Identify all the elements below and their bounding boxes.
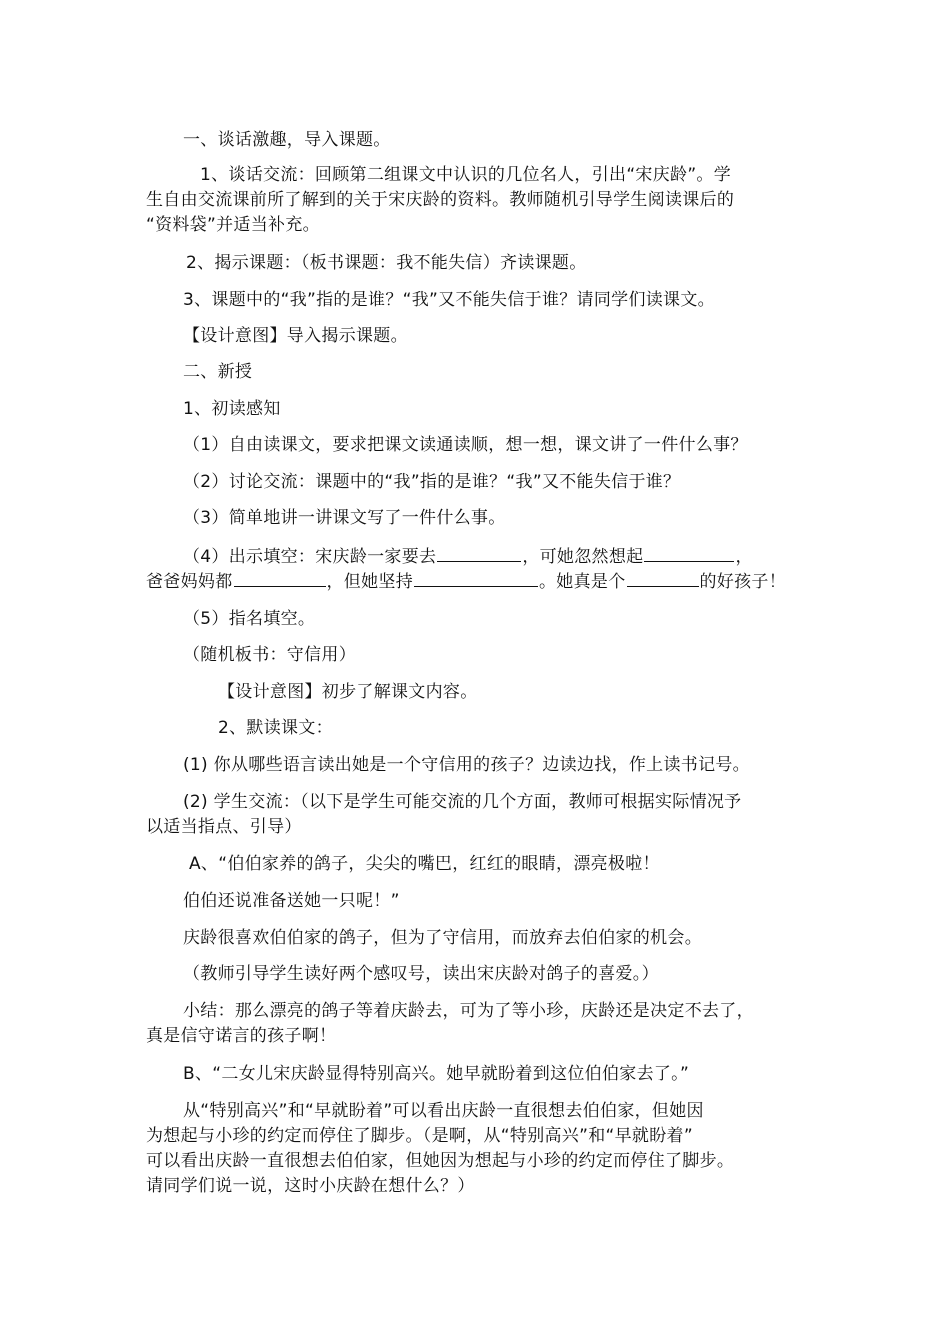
fill-blank <box>234 569 326 587</box>
list-item: （5）指名填空。 <box>183 609 316 629</box>
paragraph-line: （随机板书：守信用） <box>183 645 356 665</box>
fill-in-line-2 <box>146 569 786 594</box>
fill-text: ， <box>735 547 753 567</box>
design-intent-note: 【设计意图】初步了解课文内容。 <box>218 682 478 702</box>
list-item: （1）自由读课文，要求把课文读通读顺，想一想，课文讲了一件什么事？ <box>183 435 748 455</box>
fill-text: ，可她忽然想起 <box>522 547 644 567</box>
paragraph-line: 2、揭示课题：（板书课题：我不能失信）齐读课题。 <box>186 253 587 273</box>
subheading: 1、初读感知 <box>183 399 281 419</box>
summary-line: 小结：那么漂亮的鸽子等着庆龄去，可为了等小珍，庆龄还是决定不去了， <box>183 1001 754 1021</box>
list-item: (2) 学生交流：（以下是学生可能交流的几个方面，教师可根据实际情况予 <box>183 792 742 812</box>
paragraph-line: 为想起与小珍的约定而停住了脚步。（是啊，从“特别高兴”和“早就盼着” <box>146 1126 693 1146</box>
paragraph-line: “资料袋”并适当补充。 <box>146 215 320 235</box>
fill-blank <box>627 569 699 587</box>
fill-text: （4）出示填空：宋庆龄一家要去 <box>183 547 437 567</box>
list-item: （2）讨论交流：课题中的“我”指的是谁？“我”又不能失信于谁？ <box>183 472 681 492</box>
fill-text: 的好孩子！ <box>699 572 786 592</box>
paragraph-line: 请同学们说一说，这时小庆龄在想什么？） <box>146 1176 475 1196</box>
fill-blank <box>437 544 521 562</box>
fill-text: 。她真是个 <box>539 572 626 592</box>
paragraph-line: （教师引导学生读好两个感叹号，读出宋庆龄对鸽子的喜爱。） <box>183 964 659 984</box>
fill-blank <box>414 569 538 587</box>
paragraph-line: 1、谈话交流：回顾第二组课文中认识的几位名人，引出“宋庆龄”。学 <box>200 165 732 185</box>
heading-new-lesson: 二、新授 <box>183 362 253 382</box>
quote-line: A、“伯伯家养的鸽子，尖尖的嘴巴，红红的眼睛，漂亮极啦！ <box>189 854 660 874</box>
design-intent-note: 【设计意图】导入揭示课题。 <box>183 326 408 346</box>
heading-intro: 一、谈话激趣，导入课题。 <box>183 130 391 150</box>
quote-line: B、“二女儿宋庆龄显得特别高兴。她早就盼着到这位伯伯家去了。” <box>183 1064 690 1084</box>
paragraph-line: 以适当指点、引导） <box>146 817 302 837</box>
list-item: (1) 你从哪些语言读出她是一个守信用的孩子？边读边找，作上读书记号。 <box>183 755 750 775</box>
quote-line: 伯伯还说准备送她一只呢！” <box>183 891 400 911</box>
fill-in-line-1 <box>183 544 753 569</box>
summary-line: 真是信守诺言的孩子啊！ <box>146 1026 337 1046</box>
fill-text: ，但她坚持 <box>326 572 413 592</box>
paragraph-line: 庆龄很喜欢伯伯家的鸽子，但为了守信用，而放弃去伯伯家的机会。 <box>183 928 702 948</box>
subheading: 2、默读课文： <box>218 718 333 738</box>
paragraph-line: 3、课题中的“我”指的是谁？“我”又不能失信于谁？请同学们读课文。 <box>183 290 715 310</box>
paragraph-line: 可以看出庆龄一直很想去伯伯家，但她因为想起与小珍的约定而停住了脚步。 <box>146 1151 735 1171</box>
fill-text: 爸爸妈妈都 <box>146 572 233 592</box>
list-item: （3）简单地讲一讲课文写了一件什么事。 <box>183 508 506 528</box>
paragraph-line: 生自由交流课前所了解到的关于宋庆龄的资料。教师随机引导学生阅读课后的 <box>146 190 735 210</box>
paragraph-line: 从“特别高兴”和“早就盼着”可以看出庆龄一直很想去伯伯家，但她因 <box>183 1101 704 1121</box>
fill-blank <box>644 544 734 562</box>
